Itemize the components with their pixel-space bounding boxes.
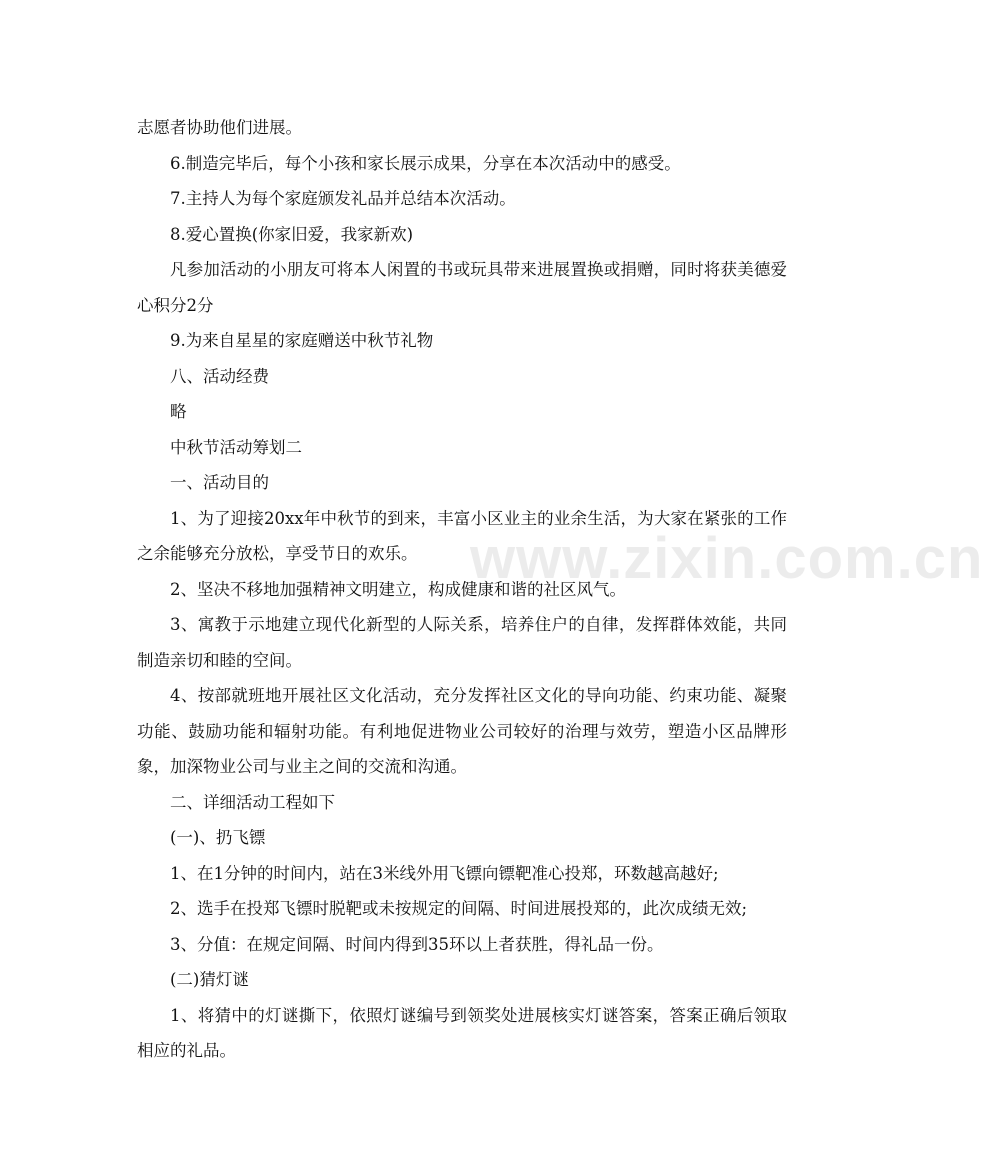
subsection-heading: (二)猜灯谜 bbox=[170, 970, 249, 989]
paragraph: 8.爱心置换(你家旧爱，我家新欢) bbox=[170, 224, 414, 244]
subsection-heading: (一)、扔飞镖 bbox=[170, 828, 266, 847]
paragraph: 凡参加活动的小朋友可将本人闲置的书或玩具带来进展置换或捐赠，同时将获美德爱心积分2分 bbox=[137, 260, 787, 315]
paragraph: 6.制造完毕后，每个小孩和家长展示成果，分享在本次活动中的感受。 bbox=[170, 153, 681, 173]
paragraph: 1、在1分钟的时间内，站在3米线外用飞镖向镖靶准心投郑，环数越高越好; bbox=[170, 863, 719, 883]
paragraph: 7.主持人为每个家庭颁发礼品并总结本次活动。 bbox=[170, 189, 516, 208]
document-body bbox=[137, 110, 787, 1069]
watermark: www.zixin.com.cn bbox=[470, 526, 983, 591]
document-subtitle: 中秋节活动筹划二 bbox=[170, 437, 302, 457]
paragraph: 略 bbox=[170, 402, 187, 421]
section-heading: 二、详细活动工程如下 bbox=[170, 792, 335, 812]
paragraph: 1、将猜中的灯谜撕下，依照灯谜编号到领奖处进展核实灯谜答案，答案正确后领取相应的礼品。 bbox=[137, 1005, 787, 1060]
paragraph: 3、寓教于示地建立现代化新型的人际关系，培养住户的自律，发挥群体效能，共同制造亲切和睦的空间。 bbox=[137, 615, 787, 670]
paragraph: 志愿者协助他们进展。 bbox=[137, 118, 302, 137]
paragraph: 4、按部就班地开展社区文化活动，充分发挥社区文化的导向功能、约束功能、凝聚功能、鼓励功能和辐射功能。有利地促进物业公司较好的治理与效劳，塑造小区品牌形象，加深物业公司与业主之间的交流和沟通。 bbox=[137, 686, 787, 776]
paragraph: 2、选手在投郑飞镖时脱靶或未按规定的间隔、时间进展投郑的，此次成绩无效; bbox=[170, 899, 748, 918]
paragraph: 3、分值：在规定间隔、时间内得到35环以上者获胜，得礼品一份。 bbox=[170, 934, 664, 954]
section-heading: 八、活动经费 bbox=[170, 366, 269, 386]
paragraph: 9.为来自星星的家庭赠送中秋节礼物 bbox=[170, 331, 434, 350]
paragraph: 1、为了迎接20xx年中秋节的到来，丰富小区业主的业余生活，为大家在紧张的工作之余能够充分放松，享受节日的欢乐。 bbox=[137, 508, 787, 563]
paragraph: 2、坚决不移地加强精神文明建立，构成健康和谐的社区风气。 bbox=[170, 579, 626, 599]
section-heading: 一、活动目的 bbox=[170, 473, 269, 492]
